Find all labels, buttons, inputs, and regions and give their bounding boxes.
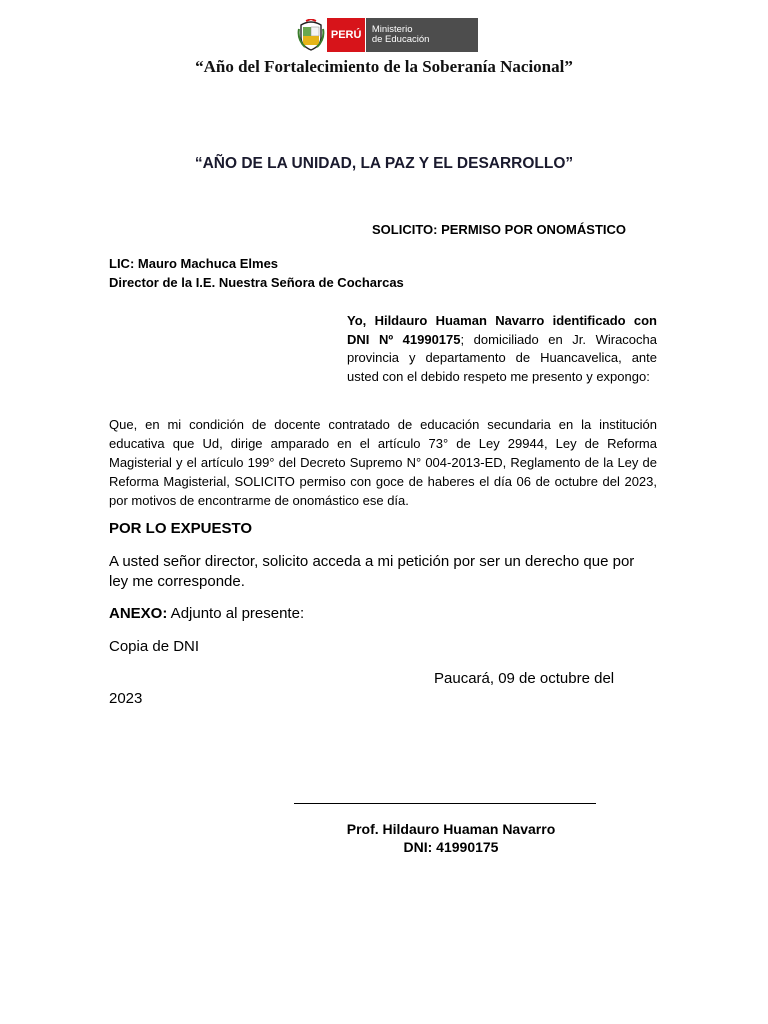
anexo-line [109,605,304,622]
signature-block [0,820,768,856]
anexo-text: Adjunto al presente: [167,605,305,622]
intro-rest: ; domiciliado en Jr. Wiracocha provincia y departamento de Huancavelica, ante usted con el debido respeto me presento y expongo: [347,331,657,384]
body-paragraph: Que, en mi condición de docente contratado de educación secundaria en la institución educativa que Ud, dirige amparado en el artículo 73° de Ley 29944, Ley de Reforma Magisterial y el artículo 199° del Decreto Supremo N° 004-2013-ED, Reglamento de la Ley de Reforma Magisterial, SOLICITO permiso con goce de haberes el día 06 de octubre del 2023, por motivos de encontrarme de onomástico ese día. [109,417,657,508]
copia-line: Copia de DNI [109,638,200,655]
ministry-logo [296,18,478,52]
ministry-line1: Ministerio [371,24,413,35]
signature-dni: DNI: 41990175 [403,839,499,855]
date-line-2: 2023 [109,690,143,707]
anexo-label: ANEXO: [109,605,168,622]
subject-line: SOLICITO: PERMISO POR ONOMÁSTICO [372,222,626,237]
addressee-block [109,254,404,292]
ministry-line2: de Educación [371,34,430,45]
motto-heading: “AÑO DE LA UNIDAD, LA PAZ Y EL DESARROLLO” [194,155,574,172]
peru-label: PERÚ [327,18,364,52]
date-line-1: Paucará, 09 de octubre del [434,670,615,687]
expuesto-heading: POR LO EXPUESTO [109,520,253,537]
request-paragraph: A usted señor director, solicito acceda a mi petición por ser un derecho que por ley me corresponde. [109,553,635,590]
intro-paragraph [347,312,657,386]
signature-line [294,803,596,804]
addressee-position: Director de la I.E. Nuestra Señora de Cocharcas [109,275,404,290]
ministry-label [365,18,478,52]
signature-name: Prof. Hildauro Huaman Navarro [346,821,556,837]
addressee-name: LIC: Mauro Machuca Elmes [109,256,279,271]
intro-bold: Yo, Hildauro Huaman Navarro identificado con DNI Nº 41990175 [347,313,657,347]
year-title: “Año del Fortalecimiento de la Soberanía Nacional” [195,57,573,76]
peru-coat-of-arms-icon [296,18,325,52]
